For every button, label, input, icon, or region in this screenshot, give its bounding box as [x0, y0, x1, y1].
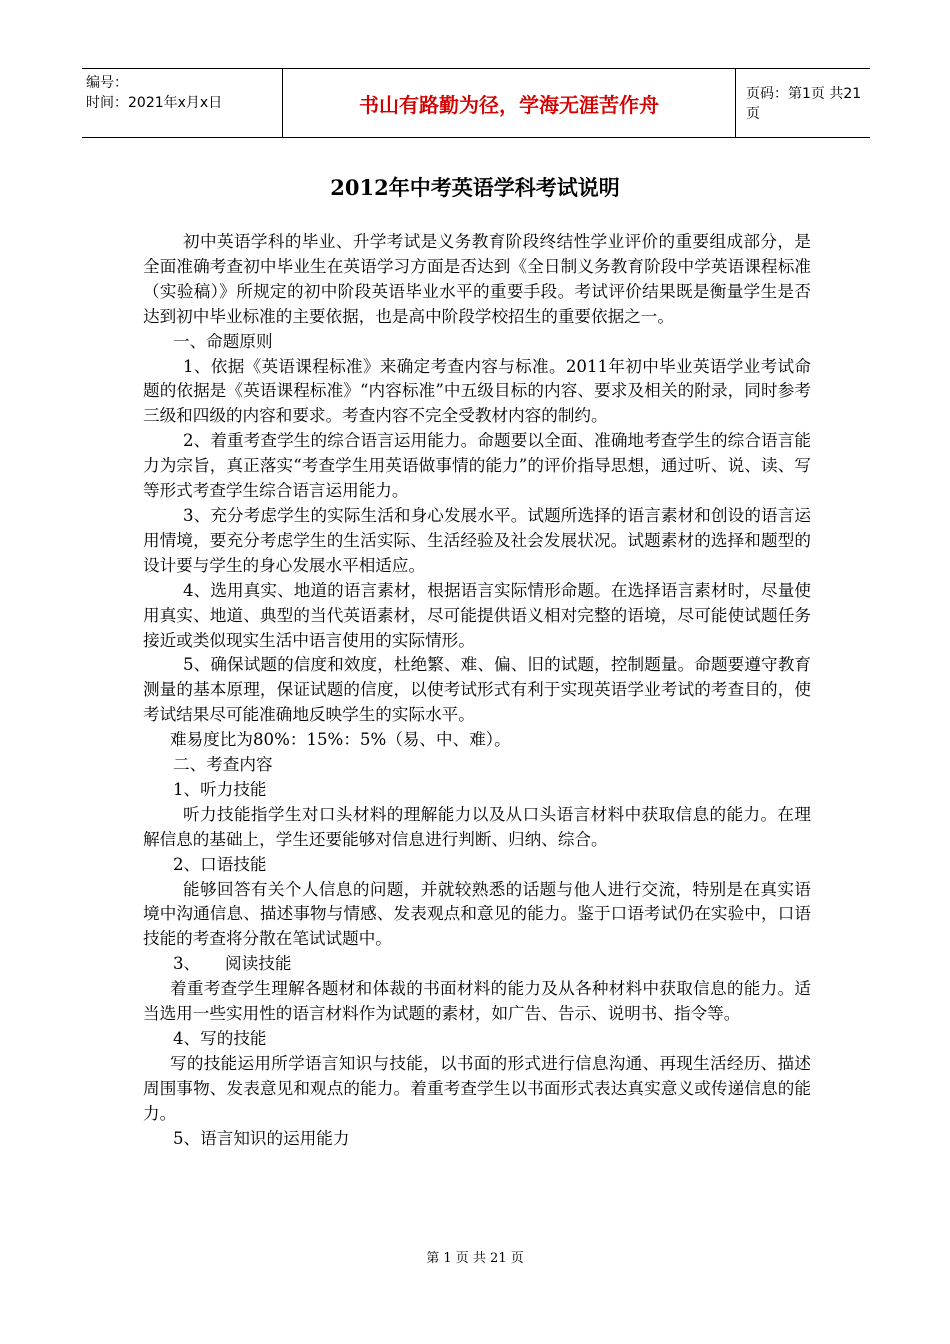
document-body	[143, 230, 811, 1152]
header-motto-cell	[282, 69, 736, 137]
section-heading-principles: 一、命题原则	[173, 331, 273, 351]
speaking-heading: 2、口语技能	[173, 854, 267, 874]
document-title: 2012年中考英语学科考试说明	[330, 175, 620, 200]
speaking-paragraph: 能够回答有关个人信息的问题，并就较熟悉的话题与他人进行交流，特别是在真实语境中沟通信息、描述事物与情感、发表观点和意见的能力。鉴于口语考试仍在实验中，口语技能的考查将分散在笔试试题中。	[143, 879, 811, 949]
intro-paragraph: 初中英语学科的毕业、升学考试是义务教育阶段终结性学业评价的重要组成部分，是全面准确考查初中毕业生在英语学习方面是否达到《全日制义务教育阶段中学英语课程标准（实验稿）》所规定的初中阶段英语毕业水平的重要手段。考试评价结果既是衡量学生是否达到初中毕业标准的主要依据，也是高中阶段学校招生的重要依据之一。	[143, 232, 811, 326]
page-footer: 第 1 页 共 21 页	[426, 1251, 524, 1266]
listening-paragraph: 听力技能指学生对口头材料的理解能力以及从口头语言材料中获取信息的能力。在理解信息的基础上，学生还要能够对信息进行判断、归纳、综合。	[143, 804, 811, 849]
principle-4-paragraph: 4、选用真实、地道的语言素材，根据语言实际情形命题。在选择语言素材时，尽量使用真实、地道、典型的当代英语素材，尽可能提供语义相对完整的语境，尽可能使试题任务接近或类似现实生活中语言使用的实际情形。	[143, 580, 811, 650]
principle-3-paragraph: 3、充分考虑学生的实际生活和身心发展水平。试题所选择的语言素材和创设的语言运用情境，要充分考虑学生的生活实际、生活经验及社会发展状况。试题素材的选择和题型的设计要与学生的身心发展水平相适应。	[143, 505, 811, 575]
page-info: 页码：第1页 共21页	[746, 86, 862, 122]
difficulty-ratio-line: 难易度比为80%：15%：5%（易、中、难）。	[170, 730, 511, 750]
principle-1-paragraph: 1、依据《英语课程标准》来确定考查内容与标准。2011年初中毕业英语学业考试命题的依据是《英语课程标准》“内容标准”中五级目标的内容、要求及相关的附录，同时参考三级和四级的内容和要求。考查内容不完全受教材内容的制约。	[143, 356, 811, 426]
reading-heading: 3、 阅读技能	[173, 954, 292, 974]
header-page-cell	[736, 69, 870, 137]
motto-text: 书山有路勤为径，学海无涯苦作舟	[359, 92, 659, 117]
listening-heading: 1、听力技能	[173, 779, 267, 799]
principle-2-paragraph: 2、着重考查学生的综合语言运用能力。命题要以全面、准确地考查学生的综合语言能力为宗旨，真正落实“考查学生用英语做事情的能力”的评价指导思想，通过听、说、读、写等形式考查学生综合语言运用能力。	[143, 431, 811, 501]
writing-paragraph: 写的技能运用所学语言知识与技能，以书面的形式进行信息沟通、再现生活经历、描述周围事物、发表意见和观点的能力。着重考查学生以书面形式表达真实意义或传递信息的能力。	[143, 1053, 811, 1123]
page-header	[82, 68, 870, 138]
header-meta-cell	[82, 69, 282, 137]
reading-paragraph: 着重考查学生理解各题材和体裁的书面材料的能力及从各种材料中获取信息的能力。适当选用一些实用性的语言材料作为试题的素材，如广告、告示、说明书、指令等。	[143, 979, 811, 1024]
language-knowledge-heading: 5、语言知识的运用能力	[173, 1128, 350, 1148]
section-heading-content: 二、考查内容	[173, 755, 273, 775]
number-label: 编号：	[86, 75, 128, 91]
principle-5-paragraph: 5、确保试题的信度和效度，杜绝繁、难、偏、旧的试题，控制题量。命题要遵守教育测量的基本原理，保证试题的信度，以使考试形式有利于实现英语学业考试的考查目的，使考试结果尽可能准确地反映学生的实际水平。	[143, 655, 811, 725]
writing-heading: 4、写的技能	[173, 1029, 267, 1048]
time-label: 时间：2021年x月x日	[86, 95, 223, 111]
